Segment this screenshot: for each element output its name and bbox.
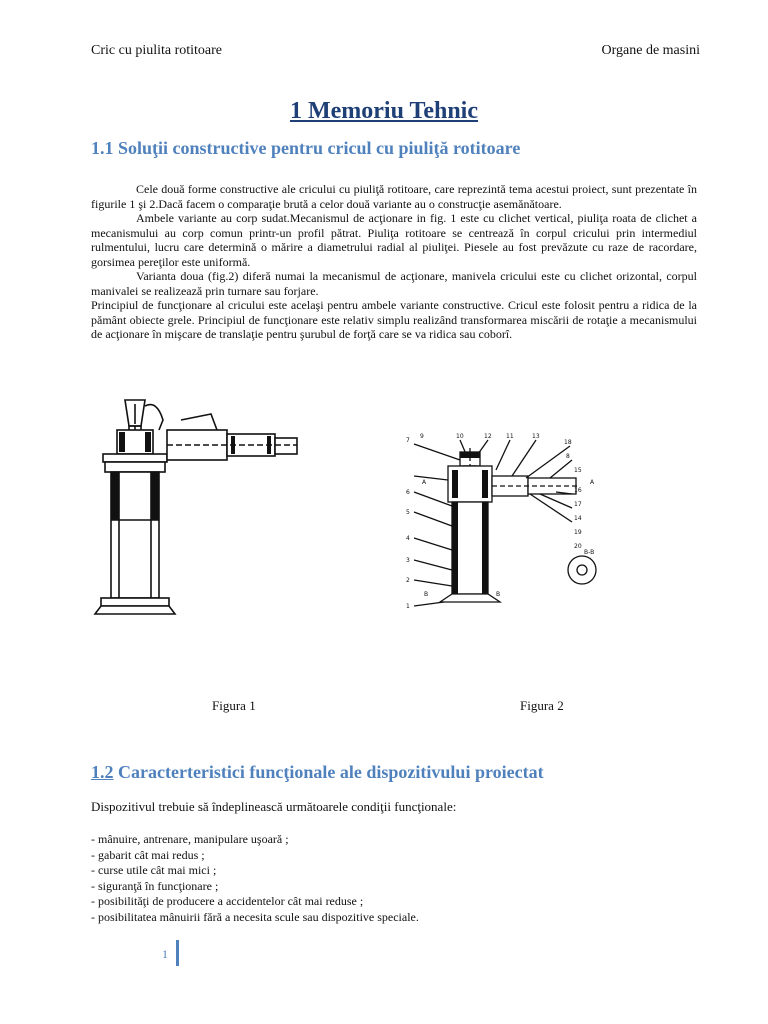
fig2-label-18: 18 <box>564 439 572 446</box>
fig2-label-a-left: A <box>422 479 427 486</box>
fig2-label-3: 3 <box>406 557 410 564</box>
section-heading-1-2 <box>91 762 544 783</box>
list-item: - curse utile cât mai mici ; <box>91 863 217 877</box>
fig2-label-16: 16 <box>574 487 582 494</box>
fig2-label-13: 13 <box>532 433 540 440</box>
list-item: - siguranţă în funcţionare ; <box>91 878 219 893</box>
header-right-title: Organe de masini <box>601 43 700 58</box>
fig2-label-12: 12 <box>484 433 492 440</box>
page-title: 1 Memoriu Tehnic <box>289 98 478 124</box>
fig2-label-b-bottom: B <box>496 591 501 598</box>
section-1-1-body <box>91 182 697 342</box>
section-heading-1-2-number: 1.2 <box>91 762 114 782</box>
figure-2-caption: Figura 2 <box>520 698 564 713</box>
fig2-label-19: 19 <box>574 529 582 536</box>
page-number: 1 <box>162 947 168 961</box>
list-item: - posibilitatea mânuirii fără a necesita scule sau dispozitive speciale. <box>91 909 419 924</box>
paragraph-3: Varianta doua (fig.2) diferă numai la mecanismul de acţionare, manivela cricului este cu clichet orizontal, corpul manivalei se realizează prin turnare sau forjare. <box>91 269 697 298</box>
fig2-label-4: 4 <box>406 535 410 542</box>
requirements-list <box>91 832 419 925</box>
paragraph-1: Cele două forme constructive ale cricului cu piuliţă rotitoare, care reprezintă tema acestui proiect, sunt prezentate în figurile 1 şi 2.Dacă facem o comparaţie brută a celor două variante au o construcţie asemănătoare. <box>91 182 697 211</box>
header-left-title: Cric cu piulita rotitoare <box>91 43 223 58</box>
page-number-bar <box>176 940 179 966</box>
section-1-2-intro: Dispozitivul trebuie să îndeplinească următoarele condiţii funcţionale: <box>91 799 457 814</box>
fig2-label-2: 2 <box>406 577 410 584</box>
fig2-label-b-left: B <box>424 591 429 598</box>
fig2-label-10: 10 <box>456 433 464 440</box>
fig2-label-11: 11 <box>506 433 514 440</box>
fig2-label-6: 6 <box>406 489 410 496</box>
paragraph-2: Ambele variante au corp sudat.Mecanismul de acţionare in fig. 1 este cu clichet vertical, piuliţa roata de clichet a mecanismului au corp comun printr-un profil pătrat. Piuliţa rotitoare se centrează în corpul cricului prin intermediul rulmentului, lucru care determină o mărire a diametrului radial al piuliţei. Piesele au fost prevăzute cu raze de racordare, gorsimea pereţilor este uniformă. <box>91 211 697 269</box>
fig2-label-8: 8 <box>566 453 570 460</box>
fig2-label-a-right: A <box>590 479 595 486</box>
fig2-label-5: 5 <box>406 509 410 516</box>
fig2-label-7: 7 <box>406 437 410 444</box>
fig2-label-15: 15 <box>574 467 582 474</box>
paragraph-4: Principiul de funcţionare al cricului este acelaşi pentru ambele variante constructive. Cricul este folosit pentru a ridica de la pământ obiecte grele. Principiul de funcţionare este relativ simplu realizând transformarea miscării de rotaţie a mecanismului de acţionare în mişcare de translaţie pentru şurubul de forţă care se va ridica sau coborî. <box>91 298 697 341</box>
figure-1-drawing <box>91 396 361 630</box>
fig2-label-20: 20 <box>574 543 582 550</box>
list-item: - mânuire, antrenare, manipulare uşoară ; <box>91 832 289 846</box>
section-heading-1-2-text: Caracterteristici funcţionale ale dispozitivului proiectat <box>113 762 544 782</box>
fig2-label-17: 17 <box>574 501 582 508</box>
fig2-label-9: 9 <box>420 433 424 440</box>
figure-2-drawing <box>400 430 612 612</box>
fig2-label-1: 1 <box>406 603 410 610</box>
fig2-label-section-bb: B-B <box>584 549 595 556</box>
figure-1-caption: Figura 1 <box>212 698 256 713</box>
fig2-label-14: 14 <box>574 515 582 522</box>
section-heading-1-1: 1.1 Soluţii constructive pentru cricul cu piuliţă rotitoare <box>91 138 521 158</box>
list-item: - gabarit cât mai redus ; <box>91 847 205 862</box>
list-item: - posibilităţi de producere a accidentelor cât mai reduse ; <box>91 894 364 908</box>
